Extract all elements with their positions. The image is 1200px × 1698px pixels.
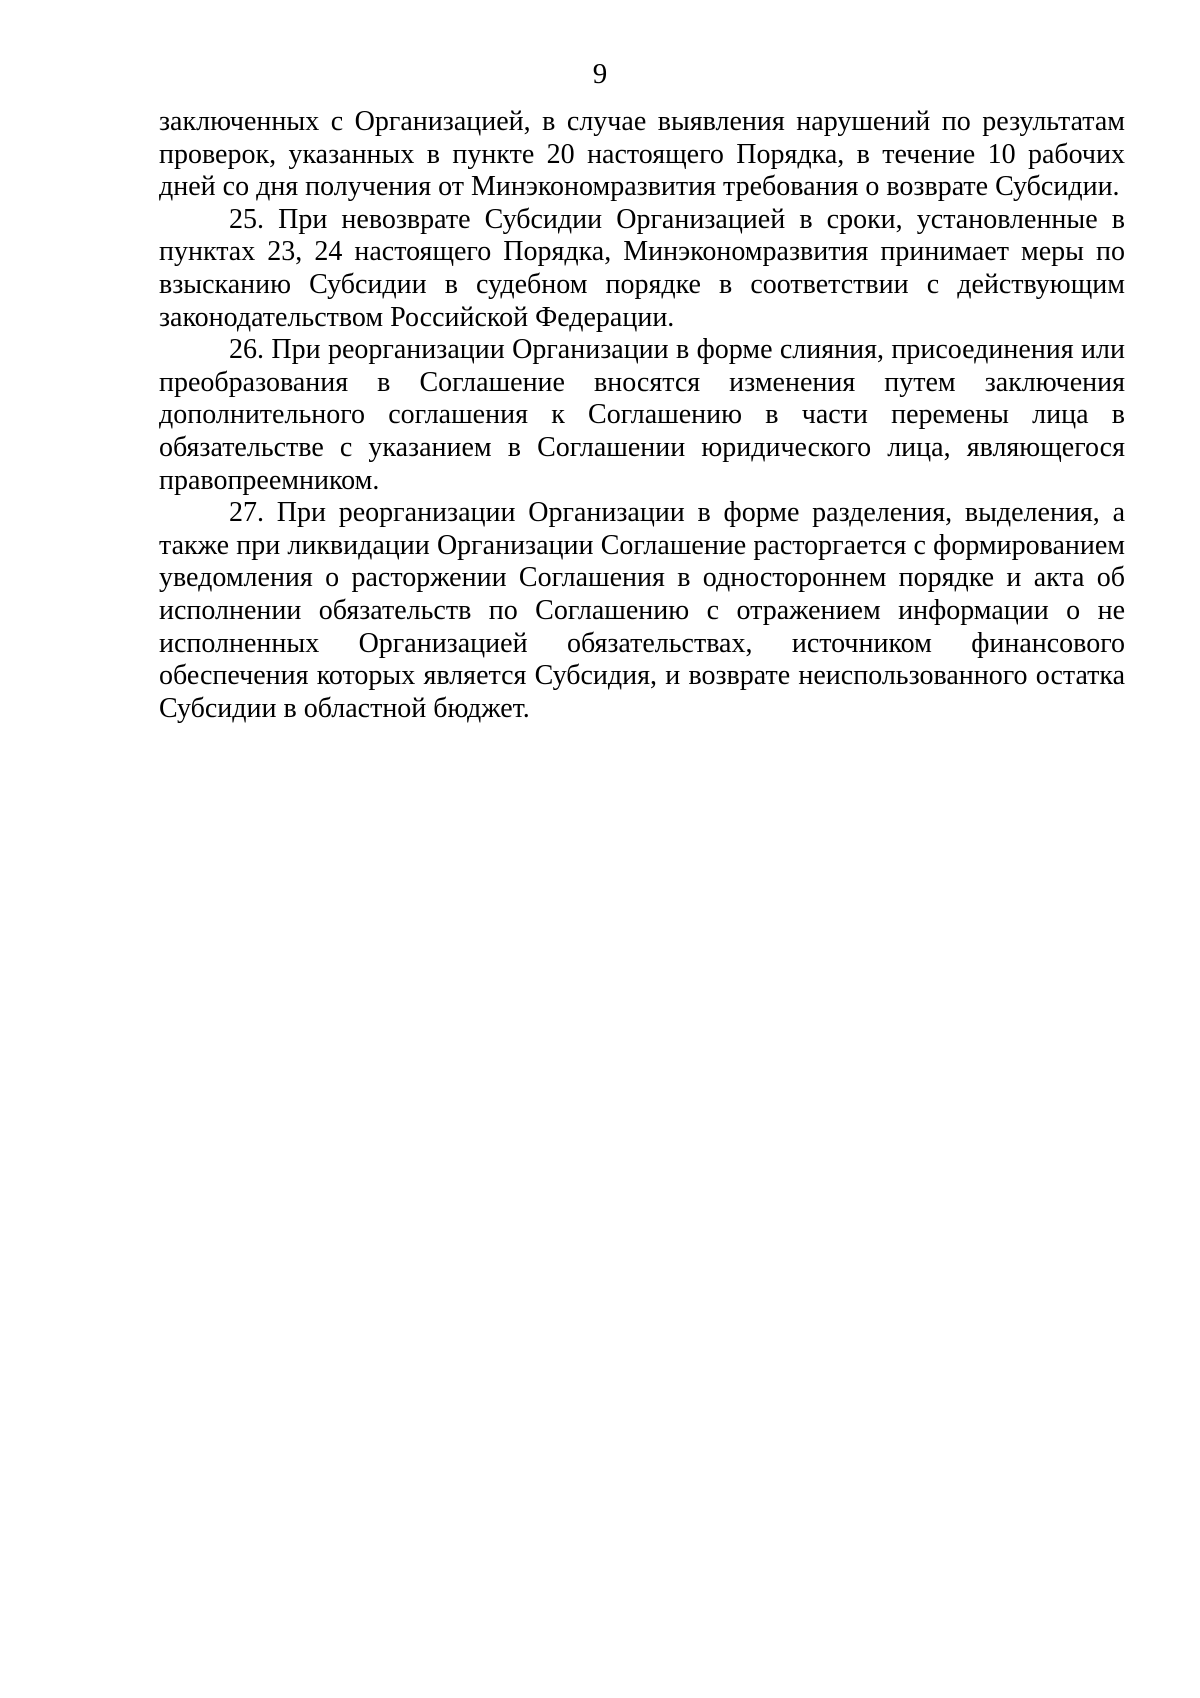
paragraph-26: 26. При реорганизации Организации в форме слияния, присоединения или преобразования в Соглашение вносятся изменения путем заключения дополнительного соглашения к Соглашению в части перемены лица в обязательстве с указанием в Соглашении юридического лица, являющегося правопреемником.: [159, 334, 1125, 496]
document-body: [159, 106, 1125, 725]
paragraph-25: 25. При невозврате Субсидии Организацией в сроки, установленные в пунктах 23, 24 настоящего Порядка, Минэкономразвития принимает меры по взысканию Субсидии в судебном порядке в соответствии с действующим законодательством Российской Федерации.: [159, 203, 1125, 333]
page-number: 9: [592, 58, 608, 90]
paragraph-27: 27. При реорганизации Организации в форме разделения, выделения, а также при ликвидации Организации Соглашение расторгается с формированием уведомления о расторжении Соглашения в одностороннем порядке и акта об исполнении обязательств по Соглашению с отражением информации о не исполненных Организацией обязательствах, источником финансового обеспечения которых является Субсидия, и возврате неиспользованного остатка Субсидии в областной бюджет.: [159, 497, 1125, 724]
paragraph-continuation: заключенных с Организацией, в случае выявления нарушений по результатам проверок, указанных в пункте 20 настоящего Порядка, в течение 10 рабочих дней со дня получения от Минэкономразвития требования о возврате Субсидии.: [159, 106, 1125, 203]
